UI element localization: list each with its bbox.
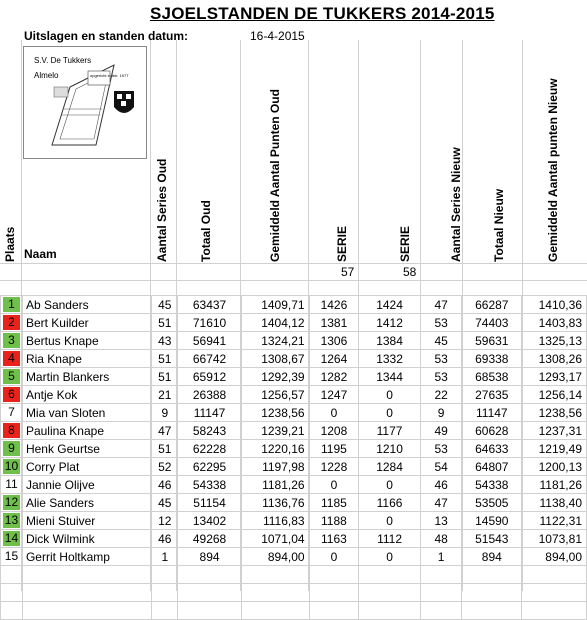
rank-badge: 13 [4, 513, 19, 527]
header-totaal-nieuw: Totaal Nieuw [492, 188, 506, 262]
table-row [1, 458, 587, 476]
empty-cell [462, 584, 522, 602]
rank-cell [1, 458, 23, 476]
empty-cell [309, 584, 359, 602]
name-cell: Paulina Knape [22, 422, 151, 440]
header-serie-2: SERIE [398, 225, 412, 262]
rank-badge: 4 [3, 351, 20, 366]
header-series-oud: Aantal Series Oud [155, 158, 169, 262]
totaal-oud-cell: 62295 [178, 458, 242, 476]
table-row [1, 476, 587, 494]
rank-cell [1, 494, 23, 512]
empty-cell [462, 602, 522, 620]
rank-badge: 9 [3, 441, 20, 456]
rank-cell [1, 296, 23, 314]
rank-cell [1, 386, 23, 404]
totaal-nieuw-cell: 60628 [462, 422, 522, 440]
rank-cell [1, 332, 23, 350]
serie-2-cell: 1284 [359, 458, 421, 476]
serie-2-cell: 1332 [359, 350, 421, 368]
rank-badge: 6 [3, 387, 20, 402]
name-cell: Henk Geurtse [22, 440, 151, 458]
rank-badge: 14 [4, 531, 19, 545]
table-row [1, 386, 587, 404]
rank-cell [1, 404, 23, 422]
rank-badge: 8 [3, 423, 20, 438]
serie-2-cell: 0 [359, 476, 421, 494]
gem-nieuw-cell: 1237,31 [522, 422, 587, 440]
gem-oud-cell: 1308,67 [241, 350, 309, 368]
serie-1-cell: 1264 [309, 350, 359, 368]
empty-cell [22, 584, 151, 602]
rank-cell [1, 314, 23, 332]
serie-number-1: 57 [341, 265, 355, 279]
empty-cell [22, 566, 151, 584]
serie-2-cell: 1210 [359, 440, 421, 458]
standings-table [0, 295, 587, 620]
totaal-oud-cell: 63437 [178, 296, 242, 314]
totaal-oud-cell: 51154 [178, 494, 242, 512]
totaal-nieuw-cell: 53505 [462, 494, 522, 512]
series-nieuw-cell: 53 [420, 440, 462, 458]
empty-cell [359, 602, 421, 620]
name-cell: Bert Kuilder [22, 314, 151, 332]
serie-1-cell: 1282 [309, 368, 359, 386]
name-cell: Corry Plat [22, 458, 151, 476]
empty-cell [1, 602, 23, 620]
empty-cell [359, 566, 421, 584]
serie-1-cell: 1188 [309, 512, 359, 530]
rank-badge: 2 [3, 315, 20, 330]
series-nieuw-cell: 45 [420, 332, 462, 350]
empty-cell [420, 566, 462, 584]
rank-cell [1, 530, 23, 548]
gem-nieuw-cell: 1325,13 [522, 332, 587, 350]
name-cell: Alie Sanders [22, 494, 151, 512]
totaal-nieuw-cell: 74403 [462, 314, 522, 332]
gem-oud-cell: 1404,12 [241, 314, 309, 332]
serie-1-cell: 0 [309, 476, 359, 494]
series-oud-cell: 47 [152, 422, 178, 440]
series-oud-cell: 51 [152, 350, 178, 368]
empty-cell [462, 566, 522, 584]
serie-2-cell: 0 [359, 548, 421, 566]
serie-2-cell: 0 [359, 512, 421, 530]
header-naam: Naam [24, 247, 57, 261]
gem-nieuw-cell: 1256,14 [522, 386, 587, 404]
totaal-nieuw-cell: 54338 [462, 476, 522, 494]
gem-nieuw-cell: 1308,26 [522, 350, 587, 368]
empty-row [1, 602, 587, 620]
rank-badge: 3 [3, 333, 20, 348]
series-nieuw-cell: 13 [420, 512, 462, 530]
gem-nieuw-cell: 1073,81 [522, 530, 587, 548]
serie-2-cell: 1384 [359, 332, 421, 350]
table-row [1, 404, 587, 422]
gem-nieuw-cell: 1403,83 [522, 314, 587, 332]
serie-2-cell: 1177 [359, 422, 421, 440]
totaal-nieuw-cell: 64633 [462, 440, 522, 458]
totaal-oud-cell: 58243 [178, 422, 242, 440]
club-logo-image [24, 47, 146, 158]
serie-1-cell: 1228 [309, 458, 359, 476]
empty-cell [309, 602, 359, 620]
gem-oud-cell: 1324,21 [241, 332, 309, 350]
table-row [1, 530, 587, 548]
rank-badge: 1 [3, 297, 20, 312]
empty-cell [1, 566, 23, 584]
series-oud-cell: 46 [152, 476, 178, 494]
name-cell: Antje Kok [22, 386, 151, 404]
header-gem-nieuw: Gemiddeld Aantal punten Nieuw [546, 78, 560, 262]
gem-nieuw-cell: 1293,17 [522, 368, 587, 386]
empty-cell [241, 602, 309, 620]
table-row [1, 548, 587, 566]
name-cell: Bertus Knape [22, 332, 151, 350]
name-cell: Jannie Olijve [22, 476, 151, 494]
series-oud-cell: 51 [152, 314, 178, 332]
rank-badge: 10 [4, 459, 19, 473]
date-value: 16-4-2015 [250, 29, 305, 43]
gem-oud-cell: 1071,04 [241, 530, 309, 548]
gem-oud-cell: 1181,26 [241, 476, 309, 494]
empty-cell [152, 602, 178, 620]
serie-1-cell: 1195 [309, 440, 359, 458]
series-oud-cell: 9 [152, 404, 178, 422]
series-oud-cell: 51 [152, 440, 178, 458]
gem-oud-cell: 1239,21 [241, 422, 309, 440]
empty-cell [309, 566, 359, 584]
totaal-nieuw-cell: 51543 [462, 530, 522, 548]
totaal-oud-cell: 56941 [178, 332, 242, 350]
gem-nieuw-cell: 1122,31 [522, 512, 587, 530]
totaal-oud-cell: 11147 [178, 404, 242, 422]
table-row [1, 314, 587, 332]
totaal-nieuw-cell: 27635 [462, 386, 522, 404]
empty-cell [1, 584, 23, 602]
grid-line [0, 280, 587, 281]
totaal-oud-cell: 66742 [178, 350, 242, 368]
rank-cell [1, 548, 23, 566]
empty-row [1, 566, 587, 584]
name-cell: Gerrit Holtkamp [22, 548, 151, 566]
series-oud-cell: 12 [152, 512, 178, 530]
totaal-oud-cell: 65912 [178, 368, 242, 386]
empty-cell [359, 584, 421, 602]
rank-cell [1, 476, 23, 494]
gem-oud-cell: 1409,71 [241, 296, 309, 314]
date-label: Uitslagen en standen datum: [24, 29, 189, 43]
gem-nieuw-cell: 1219,49 [522, 440, 587, 458]
serie-number-2: 58 [403, 265, 417, 279]
serie-1-cell: 1306 [309, 332, 359, 350]
serie-2-cell: 1112 [359, 530, 421, 548]
serie-2-cell: 1424 [359, 296, 421, 314]
name-cell: Dick Wilmink [22, 530, 151, 548]
table-row [1, 512, 587, 530]
gem-oud-cell: 1220,16 [241, 440, 309, 458]
series-nieuw-cell: 53 [420, 314, 462, 332]
totaal-oud-cell: 894 [178, 548, 242, 566]
header-totaal-oud: Totaal Oud [199, 200, 213, 262]
grid-line [0, 263, 587, 264]
table-row [1, 368, 587, 386]
empty-cell [420, 584, 462, 602]
rank-cell [1, 512, 23, 530]
table-row [1, 296, 587, 314]
totaal-oud-cell: 26388 [178, 386, 242, 404]
empty-cell [22, 602, 151, 620]
rank-badge: 11 [5, 477, 18, 491]
table-row [1, 440, 587, 458]
gem-nieuw-cell: 1410,36 [522, 296, 587, 314]
serie-1-cell: 0 [309, 404, 359, 422]
name-cell: Martin Blankers [22, 368, 151, 386]
rank-cell [1, 440, 23, 458]
totaal-oud-cell: 49268 [178, 530, 242, 548]
serie-1-cell: 1163 [309, 530, 359, 548]
serie-1-cell: 1208 [309, 422, 359, 440]
series-nieuw-cell: 48 [420, 530, 462, 548]
rank-cell [1, 368, 23, 386]
svg-text:Almelo: Almelo [34, 71, 59, 80]
totaal-nieuw-cell: 14590 [462, 512, 522, 530]
empty-cell [152, 584, 178, 602]
series-nieuw-cell: 47 [420, 296, 462, 314]
totaal-nieuw-cell: 66287 [462, 296, 522, 314]
serie-2-cell: 1344 [359, 368, 421, 386]
empty-cell [178, 566, 242, 584]
gem-oud-cell: 1292,39 [241, 368, 309, 386]
series-nieuw-cell: 49 [420, 422, 462, 440]
serie-1-cell: 1426 [309, 296, 359, 314]
totaal-nieuw-cell: 64807 [462, 458, 522, 476]
gem-nieuw-cell: 1138,40 [522, 494, 587, 512]
svg-text:S.V. De Tukkers: S.V. De Tukkers [34, 56, 92, 65]
gem-oud-cell: 1197,98 [241, 458, 309, 476]
totaal-oud-cell: 62228 [178, 440, 242, 458]
gem-oud-cell: 1116,83 [241, 512, 309, 530]
empty-cell [522, 584, 587, 602]
table-row [1, 350, 587, 368]
header-serie-1: SERIE [335, 225, 349, 262]
serie-1-cell: 0 [309, 548, 359, 566]
series-oud-cell: 1 [152, 548, 178, 566]
name-cell: Mieni Stuiver [22, 512, 151, 530]
totaal-oud-cell: 71610 [178, 314, 242, 332]
rank-badge: 15 [4, 549, 19, 563]
series-nieuw-cell: 1 [420, 548, 462, 566]
totaal-oud-cell: 13402 [178, 512, 242, 530]
gem-nieuw-cell: 1181,26 [522, 476, 587, 494]
name-cell: Mia van Sloten [22, 404, 151, 422]
empty-cell [178, 602, 242, 620]
table-row [1, 422, 587, 440]
svg-text:opgericht in feb. 1977: opgericht in feb. 1977 [90, 73, 129, 78]
table-row [1, 332, 587, 350]
header-plaats: Plaats [3, 226, 17, 262]
series-nieuw-cell: 53 [420, 368, 462, 386]
empty-cell [420, 602, 462, 620]
empty-cell [241, 566, 309, 584]
gem-oud-cell: 1136,76 [241, 494, 309, 512]
series-nieuw-cell: 9 [420, 404, 462, 422]
totaal-nieuw-cell: 68538 [462, 368, 522, 386]
gem-oud-cell: 1256,57 [241, 386, 309, 404]
series-oud-cell: 45 [152, 494, 178, 512]
name-cell: Ab Sanders [22, 296, 151, 314]
totaal-nieuw-cell: 894 [462, 548, 522, 566]
series-nieuw-cell: 46 [420, 476, 462, 494]
page-title: SJOELSTANDEN DE TUKKERS 2014-2015 [150, 4, 495, 23]
serie-2-cell: 0 [359, 386, 421, 404]
serie-2-cell: 1166 [359, 494, 421, 512]
header-gem-oud: Gemiddeld Aantal Punten Oud [268, 89, 282, 262]
series-oud-cell: 52 [152, 458, 178, 476]
gem-nieuw-cell: 1238,56 [522, 404, 587, 422]
totaal-nieuw-cell: 11147 [462, 404, 522, 422]
table-row [1, 494, 587, 512]
series-oud-cell: 51 [152, 368, 178, 386]
totaal-oud-cell: 54338 [178, 476, 242, 494]
series-oud-cell: 21 [152, 386, 178, 404]
empty-cell [178, 584, 242, 602]
gem-oud-cell: 1238,56 [241, 404, 309, 422]
serie-1-cell: 1247 [309, 386, 359, 404]
empty-cell [522, 566, 587, 584]
totaal-nieuw-cell: 59631 [462, 332, 522, 350]
series-nieuw-cell: 22 [420, 386, 462, 404]
empty-cell [241, 584, 309, 602]
series-nieuw-cell: 54 [420, 458, 462, 476]
gem-oud-cell: 894,00 [241, 548, 309, 566]
series-nieuw-cell: 47 [420, 494, 462, 512]
serie-2-cell: 0 [359, 404, 421, 422]
rank-badge: 7 [8, 405, 15, 419]
club-logo [23, 46, 147, 159]
empty-cell [152, 566, 178, 584]
series-oud-cell: 46 [152, 530, 178, 548]
rank-badge: 5 [3, 369, 20, 384]
empty-row [1, 584, 587, 602]
rank-cell [1, 422, 23, 440]
serie-1-cell: 1381 [309, 314, 359, 332]
rank-cell [1, 350, 23, 368]
series-oud-cell: 43 [152, 332, 178, 350]
empty-cell [522, 602, 587, 620]
header-series-nieuw: Aantal Series Nieuw [449, 147, 463, 262]
gem-nieuw-cell: 894,00 [522, 548, 587, 566]
series-nieuw-cell: 53 [420, 350, 462, 368]
serie-2-cell: 1412 [359, 314, 421, 332]
name-cell: Ria Knape [22, 350, 151, 368]
totaal-nieuw-cell: 69338 [462, 350, 522, 368]
gem-nieuw-cell: 1200,13 [522, 458, 587, 476]
serie-1-cell: 1185 [309, 494, 359, 512]
rank-badge: 12 [4, 495, 19, 509]
series-oud-cell: 45 [152, 296, 178, 314]
